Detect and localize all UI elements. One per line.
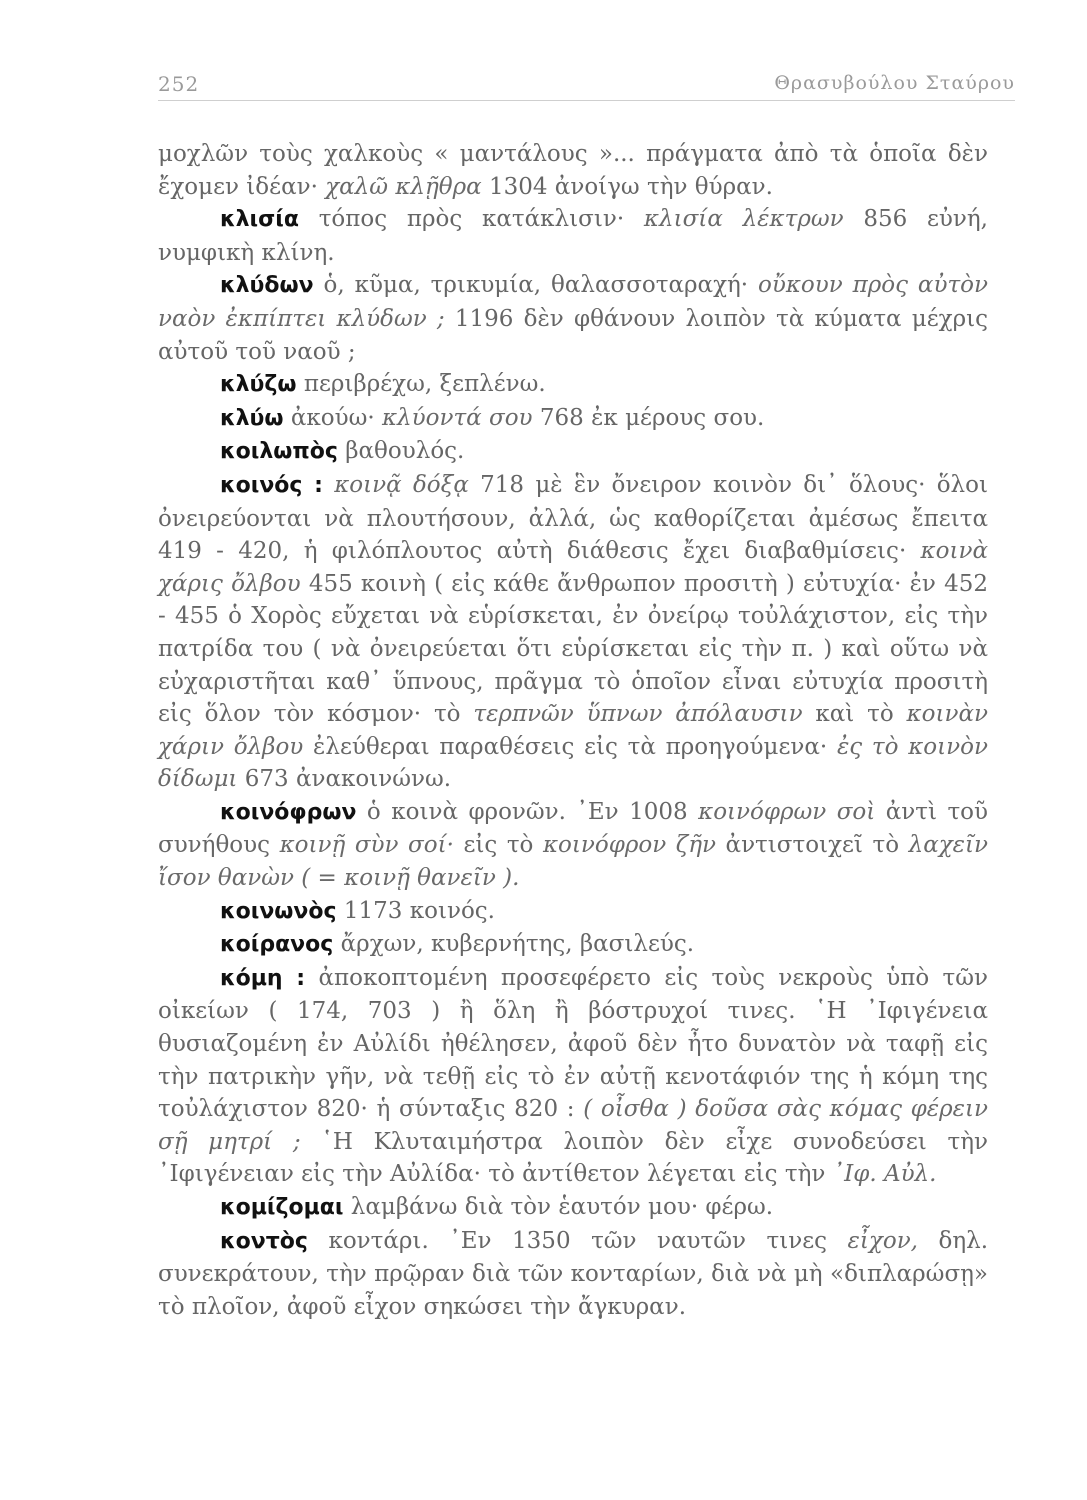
definition-text: τόπος πρὸς κατάκλισιν· [298,206,644,233]
quoted-phrase: κοινόφρων σοὶ [698,798,876,825]
page-header [158,60,1015,101]
definition-text: εἰς τὸ [453,832,543,859]
quoted-phrase: χαλῶ κλῇθρα [325,173,482,200]
definition-text: 1173 κοινός. [336,897,495,924]
glossary-entry [158,402,988,436]
quoted-phrase: κοινὰν χάριν ὄλβου [158,701,988,760]
definition-text: 1304 ἀνοίγω τὴν θύραν. [481,173,773,200]
entry-headword: κοινόφρων [220,799,357,825]
quoted-phrase: ᾽Ιφ. Αὐλ. [832,1161,937,1188]
glossary-entry [158,269,988,368]
glossary-entry [158,1225,988,1324]
quoted-phrase: ἐς τὸ κοινὸν δίδωμι [158,733,988,793]
definition-text: ὁ κοινὰ φρονῶν. ᾽Εν 1008 [356,798,699,825]
definition-text: ἀποκοπτομένη προσεφέρετο εἰς τοὺς νεκροὺς ὑπὸ τῶν οἰκείων ( 174, 703 ) ἢ ὅλη ἢ βόστρυχοί τινες. ῾Η ᾽Ιφιγένεια θυσιαζομένη ἐν Αὐλίδι ἠθέλησεν, ἀφοῦ δὲν ἦτο δυνατὸν νὰ ταφῇ εἰς τὴν πατρικὴν γῆν, νὰ τεθῇ εἰς τὸ ἐν αὐτῇ κενοτάφιόν της ἡ κόμη της τοὐλάχιστον 820· ἡ σύνταξις 820 : [158,964,988,1123]
definition-text: 1196 δὲν φθάνουν λοιπὸν τὰ κύματα μέχρις αὐτοῦ τοῦ ναοῦ ; [158,305,988,365]
definition-text: ῾Η Κλυταιμήστρα λοιπὸν δὲν εἶχε συνοδεύσει τὴν ᾽Ιφιγένειαν εἰς τὴν Αὐλίδα· τὸ ἀντίθετον λέγεται εἰς τὴν [158,1128,988,1188]
glossary-entry [158,368,988,402]
quoted-phrase: κοινὰ χάρις ὄλβου [158,538,988,597]
glossary-text [158,138,988,1323]
definition-text: 768 ἐκ μέρους σου. [532,404,765,431]
definition-text: καὶ τὸ [802,701,907,728]
quoted-phrase: ( οἶσθα ) δοῦσα σὰς κόμας φέρειν σῇ μητρί ; [158,1096,988,1155]
entry-headword: κλύδων [220,273,314,299]
entry-headword: κλύω [220,405,284,431]
entry-headword: κοντὸς [220,1228,308,1254]
definition-text: 455 κοινὴ ( εἰς κάθε ἄνθρωπον προσιτὴ ) εὐτυχία· ἐν 452 - 455 ὁ Χορὸς εὔχεται νὰ εὑρίσκεται, ἐν ὀνείρῳ τοὐλάχιστον, εἰς τὴν πατρίδα του ( νὰ ὀνειρεύεται ὅτι εὑρίσκεται εἰς τὴν π. ) καὶ οὕτω νὰ εὐχαριστῆται καθ᾽ ὕπνους, πρᾶγμα τὸ ὁποῖον εἶναι εὐτυχία προσιτὴ εἰς ὅλον τὸν κόσμον· τὸ [158,570,988,728]
glossary-entry [158,469,988,796]
entry-headword: κοινός : [220,472,323,498]
running-head: Θρασυβούλου Σταύρου [774,72,1015,94]
definition-text: δηλ. συνεκράτουν, τὴν πρῷραν διὰ τῶν κονταρίων, διὰ νὰ μὴ «διπλαρώσῃ» τὸ πλοῖον, ἀφοῦ εἶχον σηκώσει τὴν ἄγκυραν. [158,1227,989,1320]
entry-headword: κοίρανος [220,932,334,958]
quoted-phrase: κοινῇ σὺν σοί· [279,832,454,859]
definition-text: λαμβάνω διὰ τὸν ἑαυτόν μου· φέρω. [343,1194,774,1220]
definition-text: κοντάρι. ᾽Εν 1350 τῶν ναυτῶν τινες [307,1227,848,1254]
definition-text: περιβρέχω, ξεπλένω. [296,371,546,398]
definition-text: ἐλεύθεραι παραθέσεις εἰς τὰ προηγούμενα· [303,733,837,760]
entry-headword: κόμη : [220,965,306,991]
definition-text [323,472,334,498]
glossary-entry [158,895,988,929]
continuation-paragraph [158,138,988,203]
definition-text: ἄρχων, κυβερνήτης, βασιλεύς. [333,931,695,958]
glossary-entry [158,1191,988,1225]
definition-text: ἀντιστοιχεῖ τὸ [715,832,909,859]
definition-text: 673 ἀνακοινώνω. [237,766,452,793]
quoted-phrase: οὔκουν πρὸς αὐτὸν ναὸν ἐκπίπτει κλύδων ; [158,272,988,332]
glossary-entry [158,962,988,1191]
definition-text: ἀντὶ τοῦ συνήθους [158,798,988,859]
glossary-entry [158,435,988,469]
quoted-phrase: κοινόφρον ζῆν [542,832,716,859]
glossary-entry [158,928,988,962]
glossary-entry [158,796,988,895]
entry-headword: κοιλωπὸς [220,439,338,465]
definition-text: 856 εὐνή, νυμφικὴ κλίνη. [158,206,988,266]
quoted-phrase: εἶχον, [847,1227,918,1254]
entry-headword: κοινωνὸς [220,898,337,924]
definition-text: μοχλῶν τοὺς χαλκοὺς « μαντάλους »... πράγματα ἀπὸ τὰ ὁποῖα δὲν ἔχομεν ἰδέαν· [158,141,988,200]
definition-text: βαθουλός. [337,438,465,465]
entry-headword: κομίζομαι [220,1195,344,1220]
entry-headword: κλύζω [220,372,297,398]
quoted-phrase: τερπνῶν ὕπνων ἀπόλαυσιν [473,701,803,728]
definition-text: 718 μὲ ἓν ὄνειρον κοινὸν δι᾽ ὅλους· ὅλοι ὀνειρεύονται νὰ πλουτήσουν, ἀλλά, ὡς καθορίζεται ἀμέσως ἔπειτα 419 - 420, ἡ φιλόπλουτος αὐτὴ διάθεσις ἔχει διαβαθμίσεις· [158,471,988,565]
page-number: 252 [158,72,200,96]
entry-headword: κλισία [220,207,299,233]
definition-text: ἀκούω· [283,404,382,431]
quoted-phrase: κλύοντά σου [381,404,533,431]
definition-text: ὁ, κῦμα, τρικυμία, θαλασσοταραχή· [313,272,759,299]
glossary-entry [158,203,988,269]
quoted-phrase: κλισία λέκτρων [643,206,844,233]
quoted-phrase: κοινᾷ δόξᾳ [334,471,469,498]
quoted-phrase: λαχεῖν ἴσον θανὼν ( = κοινῇ θανεῖν ). [158,832,989,892]
